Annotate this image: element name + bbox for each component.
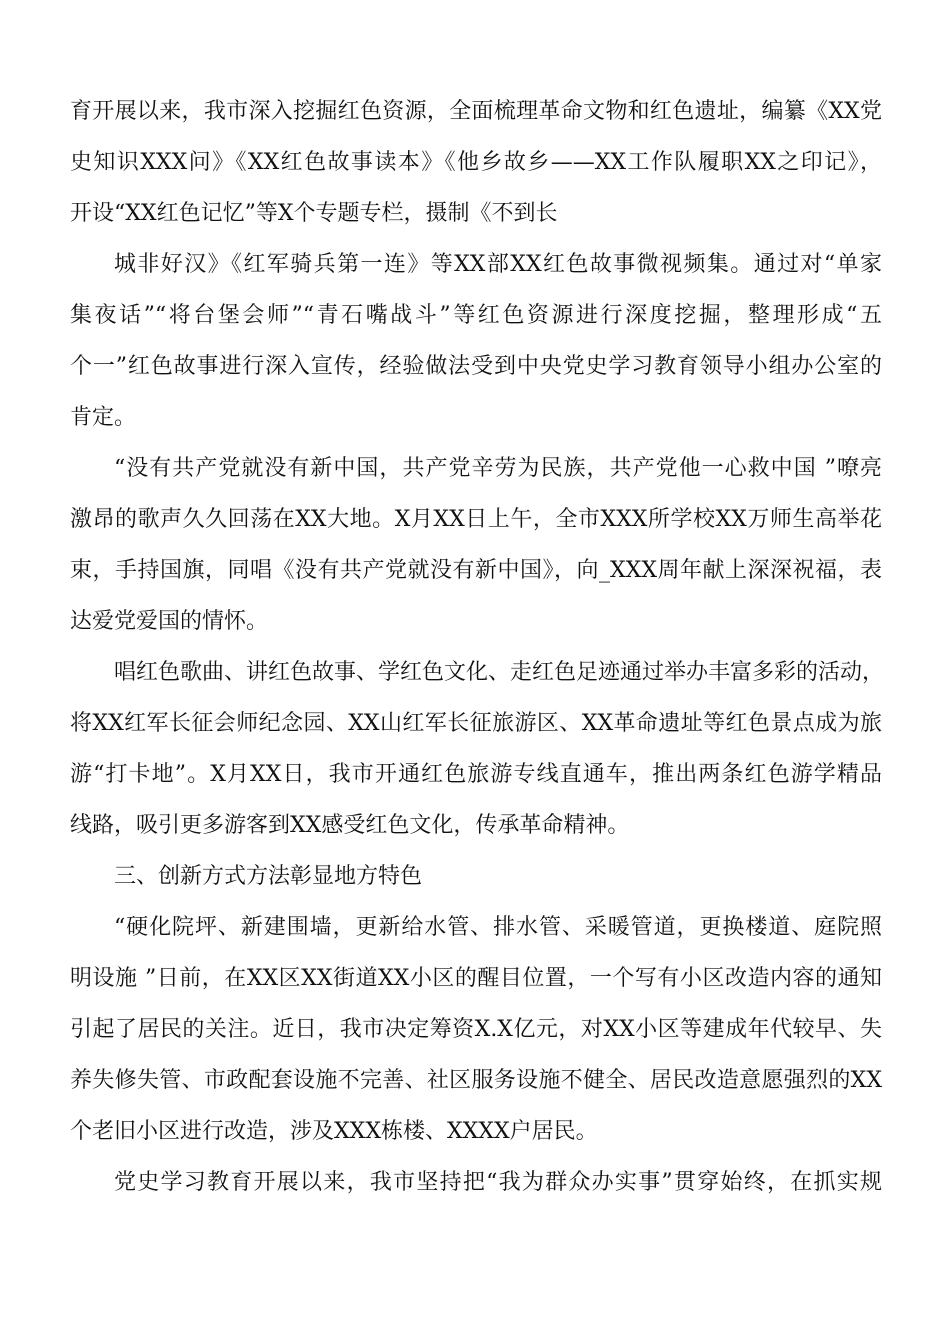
text-line: 将XX红军长征会师纪念园、XX山红军长征旅游区、XX革命遗址等红色景点成为旅	[70, 711, 882, 736]
text-line: “没有共产党就没有新中国，共产党辛劳为民族，共产党他一心救中国 ”嘹亮	[114, 456, 882, 481]
text-line: 明设施 ”日前，在XX区XX街道XX小区的醒目位置，一个写有小区改造内容的通知	[70, 966, 882, 991]
text-line: 城非好汉》《红军骑兵第一连》等XX部XX红色故事微视频集。通过对“单家	[114, 252, 882, 277]
text-line: 唱红色歌曲、讲红色故事、学红色文化、走红色足迹通过举办丰富多彩的活动，	[114, 660, 885, 685]
text-line: “硬化院坪、新建围墙，更新给水管、排水管、采暖管道，更换楼道、庭院照	[114, 915, 882, 940]
text-line: 游“打卡地”。X月XX日，我市开通红色旅游专线直通车，推出两条红色游学精品	[70, 762, 882, 787]
text-line: 激昂的歌声久久回荡在XX大地。X月XX日上午，全市XXX所学校XX万师生高举花	[70, 507, 882, 532]
text-line: 达爱党爱国的情怀。	[70, 609, 269, 634]
section-heading: 三、创新方式方法彰显地方特色	[114, 864, 423, 889]
text-line: 养失修失管、市政配套设施不完善、社区服务设施不健全、居民改造意愿强烈的XX	[70, 1068, 882, 1093]
text-line: 束，手持国旗，同唱《没有共产党就没有新中国》，向_XXX周年献上深深祝福，表	[70, 558, 882, 583]
text-line: 党史学习教育开展以来，我市坚持把“我为群众办实事”贯穿始终，在抓实规	[114, 1170, 882, 1195]
text-line: 个老旧小区进行改造，涉及XXX栋楼、XXXX户居民。	[70, 1119, 598, 1144]
text-line: 肯定。	[70, 405, 137, 430]
text-line: 个一”红色故事进行深入宣传，经验做法受到中央党史学习教育领导小组办公室的	[70, 354, 882, 379]
text-line: 开设“XX红色记忆”等X个专题专栏，摄制《不到长	[70, 201, 558, 226]
text-line: 集夜话”“将台堡会师”“青石嘴战斗”等红色资源进行深度挖掘，整理形成“五	[70, 303, 882, 328]
text-line: 史知识XXX问》《XX红色故事读本》《他乡故乡——XX工作队履职XX之印记》，	[70, 150, 882, 175]
text-line: 引起了居民的关注。近日，我市决定筹资X.X亿元，对XX小区等建成年代较早、失	[70, 1017, 882, 1042]
text-line: 育开展以来，我市深入挖掘红色资源，全面梳理革命文物和红色遗址，编纂《XX党	[70, 99, 882, 124]
text-line: 线路，吸引更多游客到XX感受红色文化，传承革命精神。	[70, 813, 630, 838]
